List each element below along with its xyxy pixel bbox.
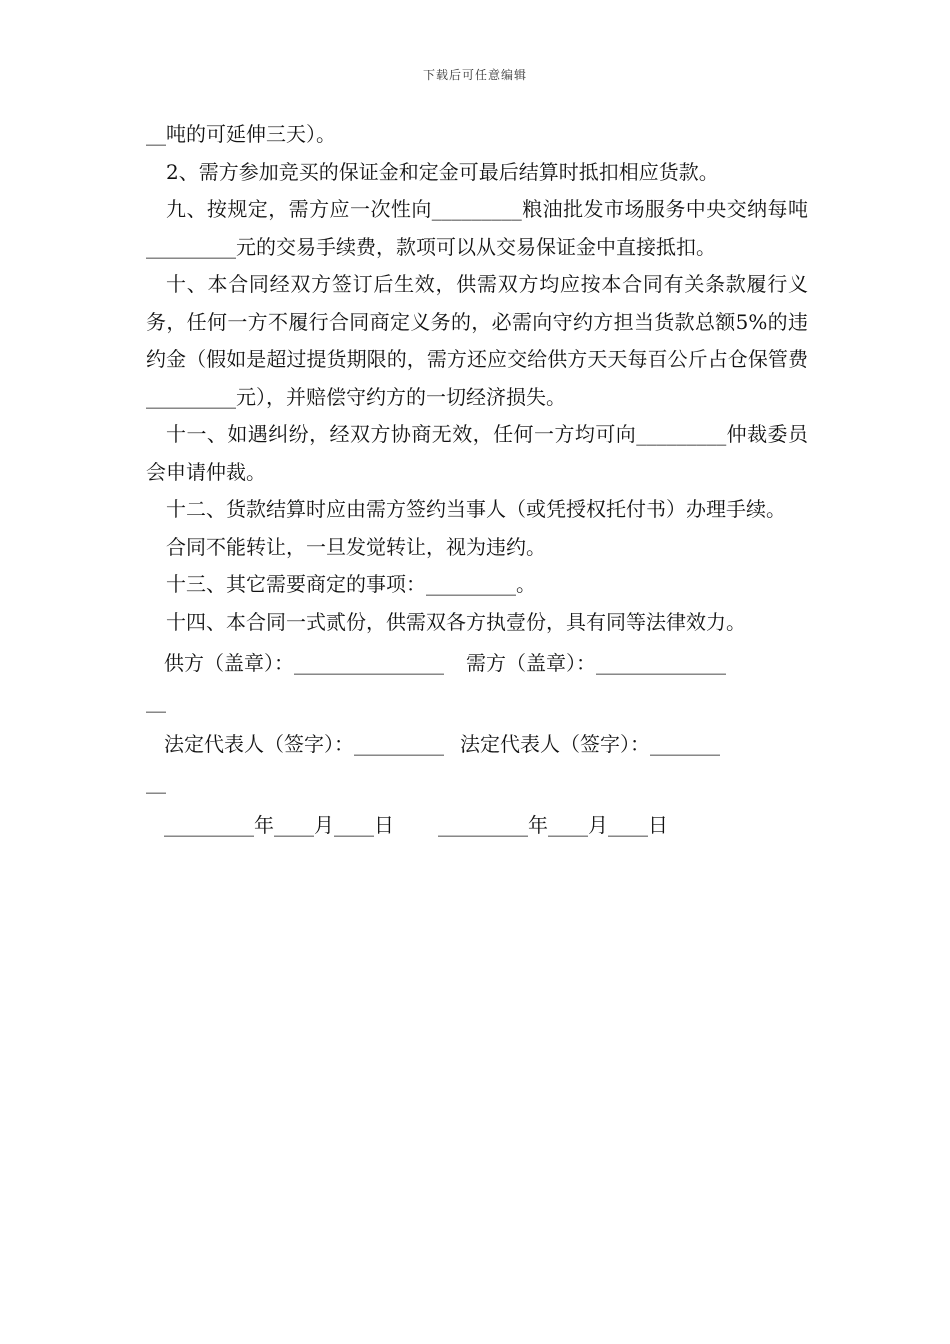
paragraph-clause-14: 十四、本合同一式贰份，供需双各方执壹份，具有同等法律效力。	[166, 609, 746, 634]
supplier-date-field[interactable]: _________年____月____日	[164, 813, 394, 837]
paragraph-clause-13: 十三、其它需要商定的事项：_________。	[166, 572, 536, 596]
buyer-representative-continuation: __	[146, 769, 166, 794]
buyer-date-field[interactable]: _________年____月____日	[438, 813, 668, 837]
supplier-seal-field[interactable]: 供方（盖章）：_______________	[164, 651, 444, 675]
supplier-representative-field[interactable]: 法定代表人（签字）：_________	[164, 732, 444, 756]
buyer-seal-field[interactable]: 需方（盖章）：_____________	[466, 651, 726, 675]
paragraph-clause-9: 九、按规定，需方应一次性向_________粮油批发市场服务中央交纳每吨_________元的交易手续费，款项可以从交易保证金中直接抵扣。	[146, 197, 808, 259]
paragraph-no-transfer: 合同不能转让，一旦发觉转让，视为违约。	[166, 534, 546, 559]
buyer-representative-field[interactable]: 法定代表人（签字）：_______	[460, 732, 720, 756]
seal-row	[146, 645, 808, 683]
contract-body	[146, 116, 808, 845]
header-note: 下载后可任意编辑	[422, 68, 527, 82]
signature-block	[146, 645, 808, 845]
date-row	[146, 807, 808, 845]
paragraph-clause-12: 十二、货款结算时应由需方签约当事人（或凭授权托付书）办理手续。	[166, 497, 786, 521]
buyer-seal-continuation: __	[146, 688, 166, 713]
paragraph-deposit: 2、需方参加竞买的保证金和定金可最后结算时抵扣相应货款。	[166, 159, 719, 184]
paragraph-continuation: __吨的可延伸三天）。	[146, 122, 336, 146]
representative-row	[146, 726, 808, 764]
paragraph-clause-11: 十一、如遇纠纷，经双方协商无效，任何一方均可向_________仲裁委员会申请仲裁。	[146, 422, 808, 484]
paragraph-clause-10: 十、本合同经双方签订后生效，供需双方均应按本合同有关条款履行义务，任何一方不履行合同商定义务的，必需向守约方担当货款总额5%的违约金（假如是超过提货期限的，需方还应交给供方天天每百公斤占仓保管费_________元），并赔偿守约方的一切经济损失。	[146, 272, 808, 409]
